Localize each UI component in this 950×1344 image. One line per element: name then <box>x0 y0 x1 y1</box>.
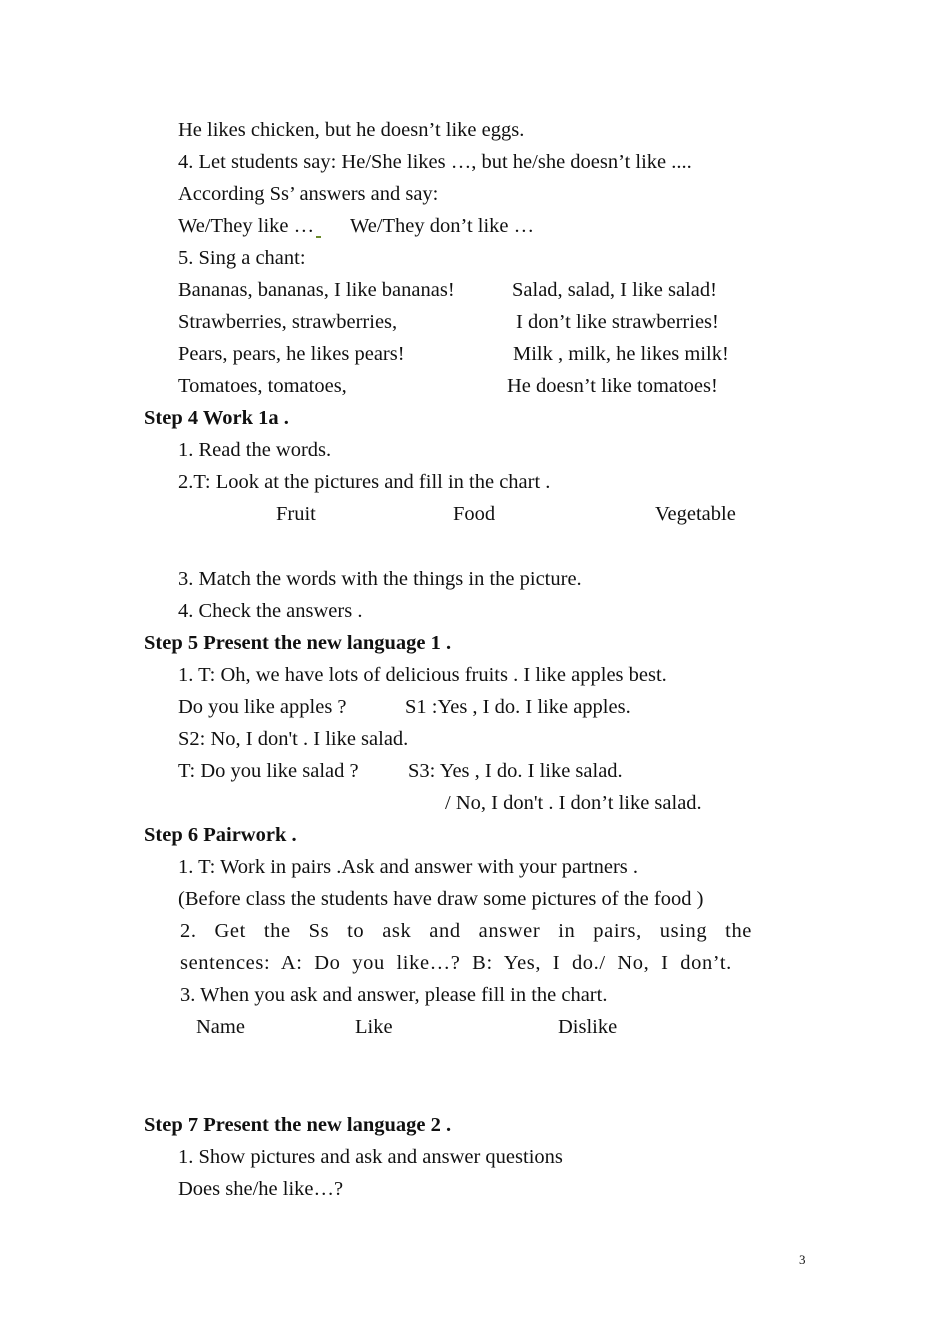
text-line: 1. Read the words. <box>178 439 332 461</box>
text-line: 3. Match the words with the things in the picture. <box>178 568 582 590</box>
text-line: He likes chicken, but he doesn’t like eggs. <box>178 119 525 141</box>
step-heading: Step 5 Present the new language 1 . <box>144 632 452 654</box>
text-line: (Before class the students have draw some pictures of the food ) <box>178 888 704 910</box>
text-line: 1. T: Work in pairs .Ask and answer with your partners . <box>178 856 639 878</box>
justified-paragraph: 2. Get the Ss to ask and answer in pairs, using the sentences: A: Do you like…? B: Yes, I do./ No, I don’t. <box>180 920 752 974</box>
text-line-part: We/They like … <box>178 215 315 237</box>
chant-line-right: He doesn’t like tomatoes! <box>507 375 718 397</box>
text-line: We/They don’t like … <box>350 215 535 237</box>
text-line: According Ss’ answers and say: <box>178 183 439 205</box>
text-line: 2.T: Look at the pictures and fill in the chart . <box>178 471 551 493</box>
chart-column-header: Food <box>453 503 496 525</box>
text-line: 1. Show pictures and ask and answer questions <box>178 1146 563 1168</box>
text-line: S3: Yes , I do. I like salad. <box>408 760 623 782</box>
text-line: 5. Sing a chant: <box>178 247 306 269</box>
text-line: 4. Let students say: He/She likes …, but he/she doesn’t like .... <box>178 151 692 173</box>
text-line: 3. When you ask and answer, please fill in the chart. <box>180 984 608 1006</box>
grammar-mark <box>316 233 321 238</box>
text-line: Do you like apples ? <box>178 696 347 718</box>
chart-column-header: Vegetable <box>655 503 736 525</box>
text-line: Does she/he like…? <box>178 1178 344 1200</box>
step-heading: Step 4 Work 1a . <box>144 407 289 429</box>
text-line: T: Do you like salad ? <box>178 760 359 782</box>
text-line: S2: No, I don't . I like salad. <box>178 728 409 750</box>
text-line: 4. Check the answers . <box>178 600 363 622</box>
chant-line-left: Strawberries, strawberries, <box>178 311 398 333</box>
chant-line-left: Pears, pears, he likes pears! <box>178 343 405 365</box>
page-number: 3 <box>799 1252 806 1267</box>
chant-line-right: I don’t like strawberries! <box>516 311 719 333</box>
chart-column-header: Fruit <box>276 503 316 525</box>
text-line: / No, I don't . I don’t like salad. <box>445 792 702 814</box>
step-heading: Step 6 Pairwork . <box>144 824 297 846</box>
text-line: S1 :Yes , I do. I like apples. <box>405 696 631 718</box>
chart-column-header: Name <box>196 1016 245 1038</box>
step-heading: Step 7 Present the new language 2 . <box>144 1114 452 1136</box>
chart-column-header: Like <box>355 1016 393 1038</box>
text-line: 1. T: Oh, we have lots of delicious fruits . I like apples best. <box>178 664 667 686</box>
chant-line-right: Salad, salad, I like salad! <box>512 279 717 301</box>
chant-line-left: Tomatoes, tomatoes, <box>178 375 347 397</box>
chart-column-header: Dislike <box>558 1016 618 1038</box>
text-line <box>178 214 321 238</box>
chant-line-left: Bananas, bananas, I like bananas! <box>178 279 455 301</box>
chant-line-right: Milk , milk, he likes milk! <box>513 343 729 365</box>
